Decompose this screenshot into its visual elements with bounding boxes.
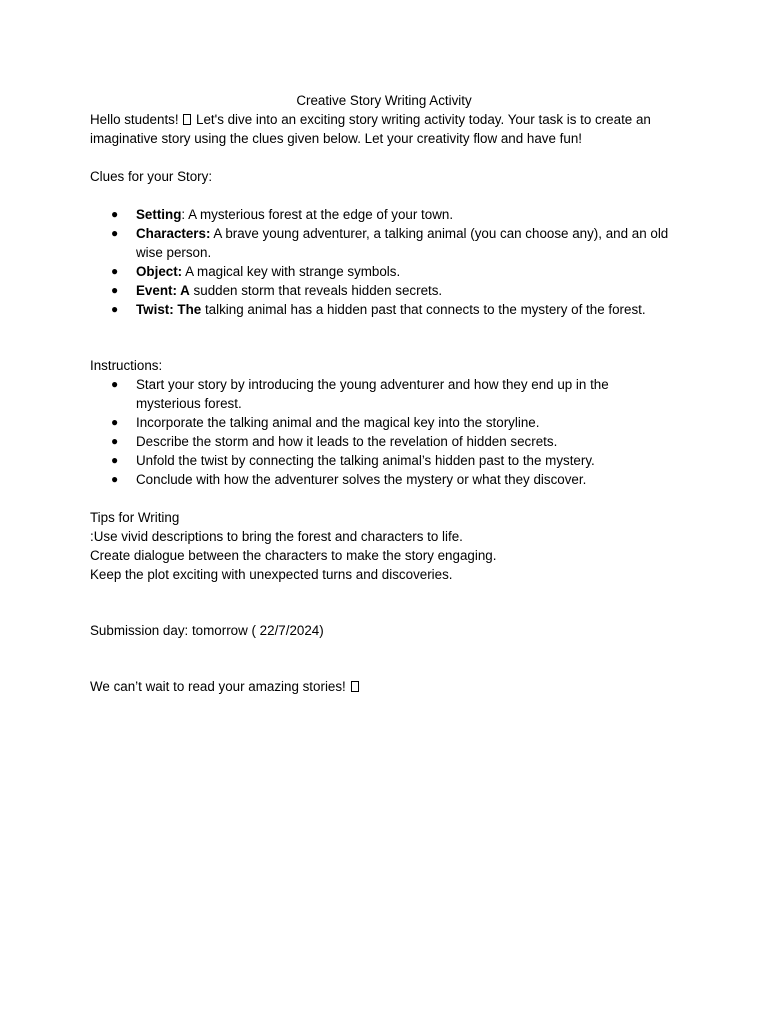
clues-list xyxy=(90,205,690,319)
clue-label: Event: A xyxy=(136,283,190,298)
spacer xyxy=(90,489,690,508)
bullet-icon: ● xyxy=(111,377,119,391)
tips-heading: Tips for Writing xyxy=(90,510,180,525)
instruction-text: Start your story by introducing the young adventurer and how they end up in the mysterious forest. xyxy=(136,377,609,411)
instruction-item xyxy=(90,451,676,470)
tip-line: :Use vivid descriptions to bring the forest and characters to life. xyxy=(90,529,463,544)
instruction-item xyxy=(90,470,676,489)
clue-item-setting xyxy=(90,205,676,224)
clue-item-event xyxy=(90,281,676,300)
tip-line: Keep the plot exciting with unexpected turns and discoveries. xyxy=(90,567,453,582)
instruction-text: Incorporate the talking animal and the magical key into the storyline. xyxy=(136,415,540,430)
clue-text: talking animal has a hidden past that connects to the mystery of the forest. xyxy=(201,302,646,317)
instruction-item xyxy=(90,375,676,413)
spacer xyxy=(90,584,690,621)
emoji-placeholder-icon xyxy=(351,681,359,692)
bullet-icon: ● xyxy=(111,453,119,467)
document-title: Creative Story Writing Activity xyxy=(296,93,472,108)
closing-text: We can’t wait to read your amazing stories! xyxy=(90,679,350,694)
bullet-icon: ● xyxy=(111,415,119,429)
intro-text-rest: Let's dive into an exciting story writing activity today. Your task is to create an imaginative story using the clues given below. Let your creativity flow and have fun! xyxy=(90,112,651,146)
emoji-placeholder-icon xyxy=(183,114,191,125)
instructions-heading: Instructions: xyxy=(90,358,163,373)
instruction-item xyxy=(90,413,676,432)
spacer xyxy=(90,640,690,677)
bullet-icon: ● xyxy=(111,226,119,240)
instructions-list xyxy=(90,375,690,489)
clue-label: Twist: The xyxy=(136,302,202,317)
bullet-icon: ● xyxy=(111,283,119,297)
bullet-icon: ● xyxy=(111,434,119,448)
tip-line: Create dialogue between the characters to make the story engaging. xyxy=(90,548,497,563)
clue-item-object xyxy=(90,262,676,281)
submission-line: Submission day: tomorrow ( 22/7/2024) xyxy=(90,623,324,638)
clue-label: Characters: xyxy=(136,226,211,241)
spacer xyxy=(90,148,690,167)
clues-heading: Clues for your Story: xyxy=(90,169,213,184)
clue-text: A brave young adventurer, a talking animal (you can choose any), and an old wise person. xyxy=(136,226,669,260)
instruction-item xyxy=(90,432,676,451)
clue-text: sudden storm that reveals hidden secrets. xyxy=(189,283,443,298)
clue-text: A magical key with strange symbols. xyxy=(182,264,401,279)
document-body xyxy=(90,91,690,696)
intro-paragraph xyxy=(90,110,690,148)
spacer xyxy=(90,186,690,205)
bullet-icon: ● xyxy=(111,264,119,278)
clue-item-characters xyxy=(90,224,676,262)
bullet-icon: ● xyxy=(111,472,119,486)
clue-label: Object: xyxy=(136,264,183,279)
clue-text: : A mysterious forest at the edge of your town. xyxy=(181,207,454,222)
instruction-text: Describe the storm and how it leads to the revelation of hidden secrets. xyxy=(136,434,558,449)
clue-label: Setting xyxy=(136,207,182,222)
instruction-text: Unfold the twist by connecting the talking animal’s hidden past to the mystery. xyxy=(136,453,595,468)
bullet-icon: ● xyxy=(111,302,119,316)
closing-line xyxy=(90,677,690,696)
intro-text-start: Hello students! xyxy=(90,112,183,127)
bullet-icon: ● xyxy=(111,207,119,221)
clue-item-twist xyxy=(90,300,676,319)
instruction-text: Conclude with how the adventurer solves the mystery or what they discover. xyxy=(136,472,587,487)
spacer xyxy=(90,319,690,356)
